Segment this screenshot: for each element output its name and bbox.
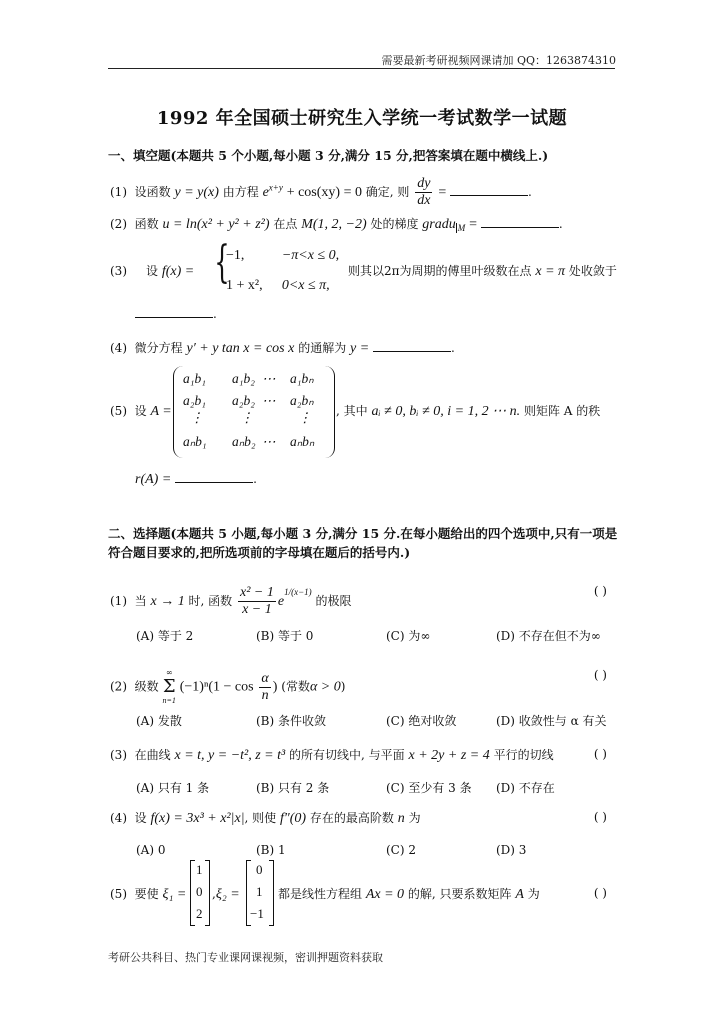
s2-q4: (4) 设 f(x) = 3x³ + x²|x|, 则使 f″(0) 存在的最高阶数 n 为 [110,811,421,826]
page-title: 1992 年全国硕士研究生入学统一考试数学一试题 [156,108,568,129]
header-watermark: 需要最新考研视频网课请加 QQ：1263874310 [381,54,616,67]
s1-q3-blank: . [135,305,217,322]
s2-q2-opt-c: (C) 绝对收敛 [386,714,457,728]
s2-q2-opt-d: (D) 收敛性与 α 有关 [496,714,607,728]
vector-xi1: 1 0 2 [190,860,210,926]
s2-q3-opt-a: (A) 只有 1 条 [136,781,210,795]
s1-q4: (4) 微分方程 y′ + y tan x = cos x 的通解为 y = . [110,341,455,356]
s2-q1-paren: ( ) [593,584,607,598]
s2-q4-opt-b: (B) 1 [256,843,286,857]
answer-blank [450,183,528,196]
answer-blank [135,305,213,318]
s2-q2-opt-a: (A) 发散 [136,714,182,728]
s2-q1-opt-b: (B) 等于 0 [256,629,314,643]
s1-q3-post: 则其以2π为周期的傅里叶级数在点 x = π 处收敛于 [348,264,617,279]
section1-heading: 一、填空题(本题共 5 个小题,每小题 3 分,满分 15 分,把答案填在题中横线上.) [108,148,549,163]
s2-q2-opt-b: (B) 条件收敛 [256,714,326,728]
s1-q5-post: , 其中 aᵢ ≠ 0, bᵢ ≠ 0, i = 1, 2 ⋯ n. 则矩阵 A 的秩 [336,404,601,419]
s2-q1-opt-d: (D) 不存在但不为∞ [496,629,601,643]
s2-q4-paren: ( ) [593,810,607,824]
s1-q5-rank: r(A) = . [135,472,257,487]
s1-q3-case1: −1, −π<x ≤ 0, [226,248,340,263]
s2-q5-post: 都是线性方程组 Ax = 0 的解, 只要系数矩阵 A 为 [278,887,540,902]
s1-q2: (2) 函数 u = ln(x² + y² + z²) 在点 M(1, 2, −2) 处的梯度 gradu $_M$ = . [110,217,563,234]
s1-q3-num: (3) [110,264,127,278]
header-rule [108,68,615,69]
s2-q2: (2) 级数 ∞ Σ n=1 (−1)ⁿ(1 − cos $\frac{\alpha}{n}$ ) (常数α > 0) [110,668,346,705]
vector-xi2: 0 1 −1 [246,860,274,926]
s1-q3-case2: 1 + x², 0<x ≤ π, [226,278,330,293]
s2-q4-opt-d: (D) 3 [496,843,527,857]
s2-q1-opt-a: (A) 等于 2 [136,629,194,643]
s2-q1: (1) 当 x → 1 时, 函数 $\frac{\text{x² − 1}}{x - 1}$ $e^{1/(x-1)}$ 的极限 [110,585,352,617]
s1-q3-pre: 设 f(x) = [146,264,195,279]
s2-q5-xi2: ,ξ₂ = [212,887,240,902]
answer-blank [481,215,559,228]
s1-q5-pre: (5) 设 A = [110,404,172,419]
s2-q3-opt-d: (D) 不存在 [496,781,555,795]
s2-q5-paren: ( ) [593,886,607,900]
s2-q3-opt-c: (C) 至少有 3 条 [386,781,472,795]
s1-q1: (1) 设函数 y = y(x) 由方程 $e^{x+y} + \cos(xy) = 0$ 确定, 则 $\frac{dy}{dx}$ = . [110,176,532,208]
s2-q3-paren: ( ) [593,747,607,761]
s2-q4-opt-a: (A) 0 [136,843,166,857]
s2-q3-opt-b: (B) 只有 2 条 [256,781,330,795]
brace: { [214,237,230,288]
answer-blank [373,339,451,352]
footer-note: 考研公共科目、热门专业课网课视频，密训押题资料获取 [108,951,383,964]
s2-q2-paren: ( ) [593,668,607,682]
s2-q4-opt-c: (C) 2 [386,843,416,857]
s2-q5-pre: (5) 要使 ξ₁ = [110,887,187,902]
section2-heading: 二、选择题(本题共 5 小题,每小题 3 分,满分 15 分.在每小题给出的四个选项中,只有一项是符合题目要求的,把所选项前的字母填在题后的括号内.) [108,526,618,560]
answer-blank [175,470,253,483]
s2-q1-opt-c: (C) 为∞ [386,629,431,643]
s2-q3: (3) 在曲线 x = t, y = −t², z = t³ 的所有切线中, 与平面 x + 2y + z = 4 平行的切线 [110,748,554,763]
